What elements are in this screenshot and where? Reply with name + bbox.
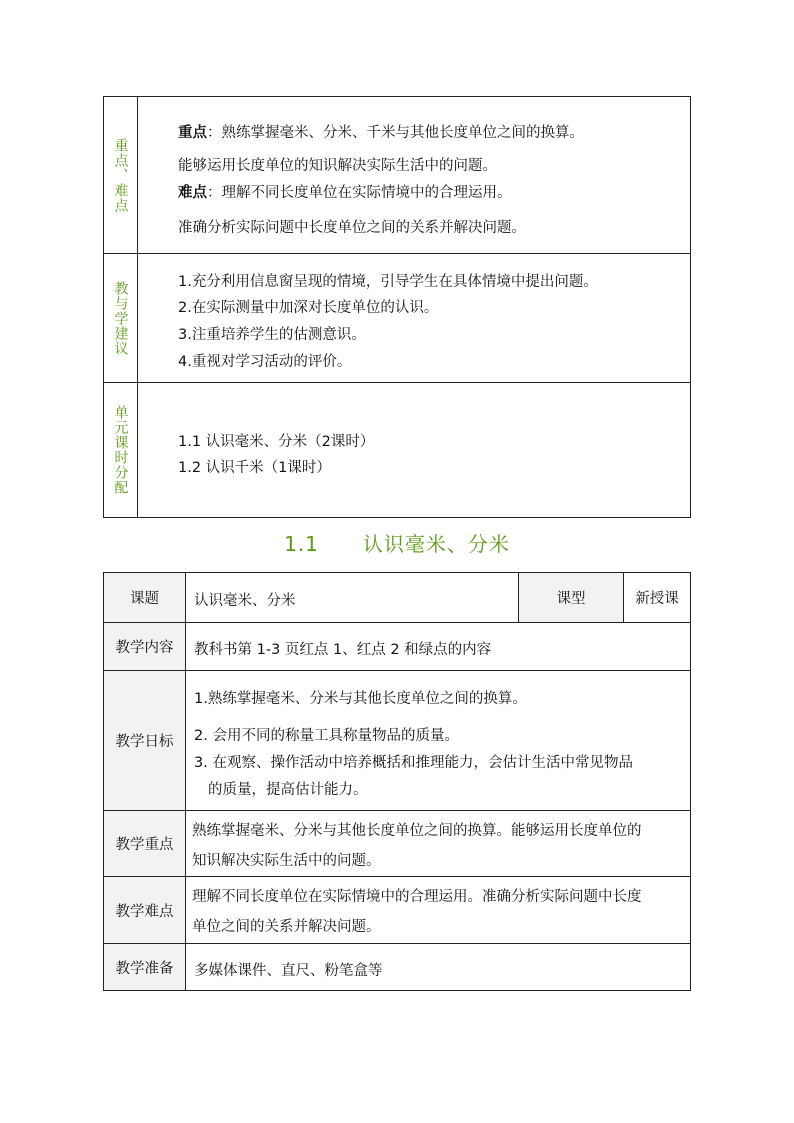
- objective-line: 的质量，提高估计能力。: [208, 782, 368, 798]
- key-points-cell: [186, 811, 690, 876]
- key-points-row: [104, 810, 690, 876]
- teaching-content-value: 教科书第 1-3 页红点 1、红点 2 和绿点的内容: [194, 642, 492, 658]
- objectives-label: 教学日标: [104, 671, 186, 810]
- difficulty-line: 难点：理解不同长度单位在实际情境中的合理运用。: [178, 185, 512, 201]
- difficulties-line: 单位之间的关系并解决问题。: [192, 919, 381, 935]
- difficulties-line: 理解不同长度单位在实际情境中的合理运用。准确分析实际问题中长度: [192, 889, 642, 905]
- preparation-label: 教学准备: [104, 944, 186, 990]
- row-content: [138, 383, 690, 517]
- preparation-cell: [186, 944, 690, 990]
- lesson-plan-table: [103, 572, 691, 991]
- section-number: 1.1: [284, 532, 319, 556]
- list-item: 1.2 认识千米（1课时）: [178, 460, 331, 476]
- row-side-label: 教与学建议: [104, 254, 138, 382]
- key-points-line: 熟练掌握毫米、分米与其他长度单位之间的换算。能够运用长度单位的: [192, 823, 642, 839]
- key-difficult-points-row: [104, 97, 690, 253]
- list-item: 3.注重培养学生的估测意识。: [178, 327, 366, 343]
- list-item: 1.1 认识毫米、分米（2课时）: [178, 434, 375, 450]
- key-point-line: 重点：熟练掌握毫米、分米、千米与其他长度单位之间的换算。: [178, 125, 584, 141]
- objective-line: 1.熟练掌握毫米、分米与其他长度单位之间的换算。: [194, 691, 527, 707]
- text-line: 准确分析实际问题中长度单位之间的关系并解决问题。: [178, 220, 526, 236]
- teaching-content-row: [104, 622, 690, 670]
- row-side-label: 重点、难点: [104, 97, 138, 253]
- objectives-cell: [186, 671, 690, 810]
- type-label-cell: [519, 573, 624, 622]
- section-title: 认识毫米、分米: [362, 532, 510, 556]
- type-value-cell: [624, 573, 690, 622]
- row-content: [138, 254, 690, 382]
- difficulties-label: 教学难点: [104, 877, 186, 943]
- lesson-allocation-row: [104, 382, 690, 517]
- text-line: 能够运用长度单位的知识解决实际生活中的问题。: [178, 158, 497, 174]
- teaching-content-cell: [186, 623, 690, 670]
- topic-row: [104, 573, 690, 622]
- topic-value-cell: [186, 573, 519, 622]
- difficulties-row: [104, 876, 690, 943]
- objective-line: 2. 会用不同的称量工具称量物品的质量。: [194, 728, 459, 744]
- teaching-suggestions-row: [104, 253, 690, 382]
- preparation-row: [104, 943, 690, 990]
- key-points-line: 知识解决实际生活中的问题。: [192, 853, 381, 869]
- row-content: [138, 97, 690, 253]
- list-item: 4.重视对学习活动的评价。: [178, 354, 352, 370]
- type-label: 课型: [556, 591, 586, 607]
- list-item: 1.充分利用信息窗呈现的情境，引导学生在具体情境中提出问题。: [178, 274, 598, 290]
- topic-value: 认识毫米、分米: [194, 593, 296, 609]
- difficulties-cell: [186, 877, 690, 943]
- row-side-label: 单元课时分配: [104, 383, 138, 517]
- section-heading: [0, 528, 794, 557]
- type-value: 新授课: [635, 591, 679, 607]
- key-points-label: 教学重点: [104, 811, 186, 876]
- preparation-value: 多媒体课件、直尺、粉笔盒等: [194, 963, 383, 979]
- objectives-row: [104, 670, 690, 810]
- list-item: 2.在实际测量中加深对长度单位的认识。: [178, 300, 439, 316]
- objective-line: 3. 在观察、操作活动中培养概括和推理能力，会估计生活中常见物品: [194, 755, 633, 771]
- topic-label: 课题: [104, 573, 186, 622]
- unit-overview-table: [103, 96, 691, 518]
- teaching-content-label: 教学内容: [104, 623, 186, 670]
